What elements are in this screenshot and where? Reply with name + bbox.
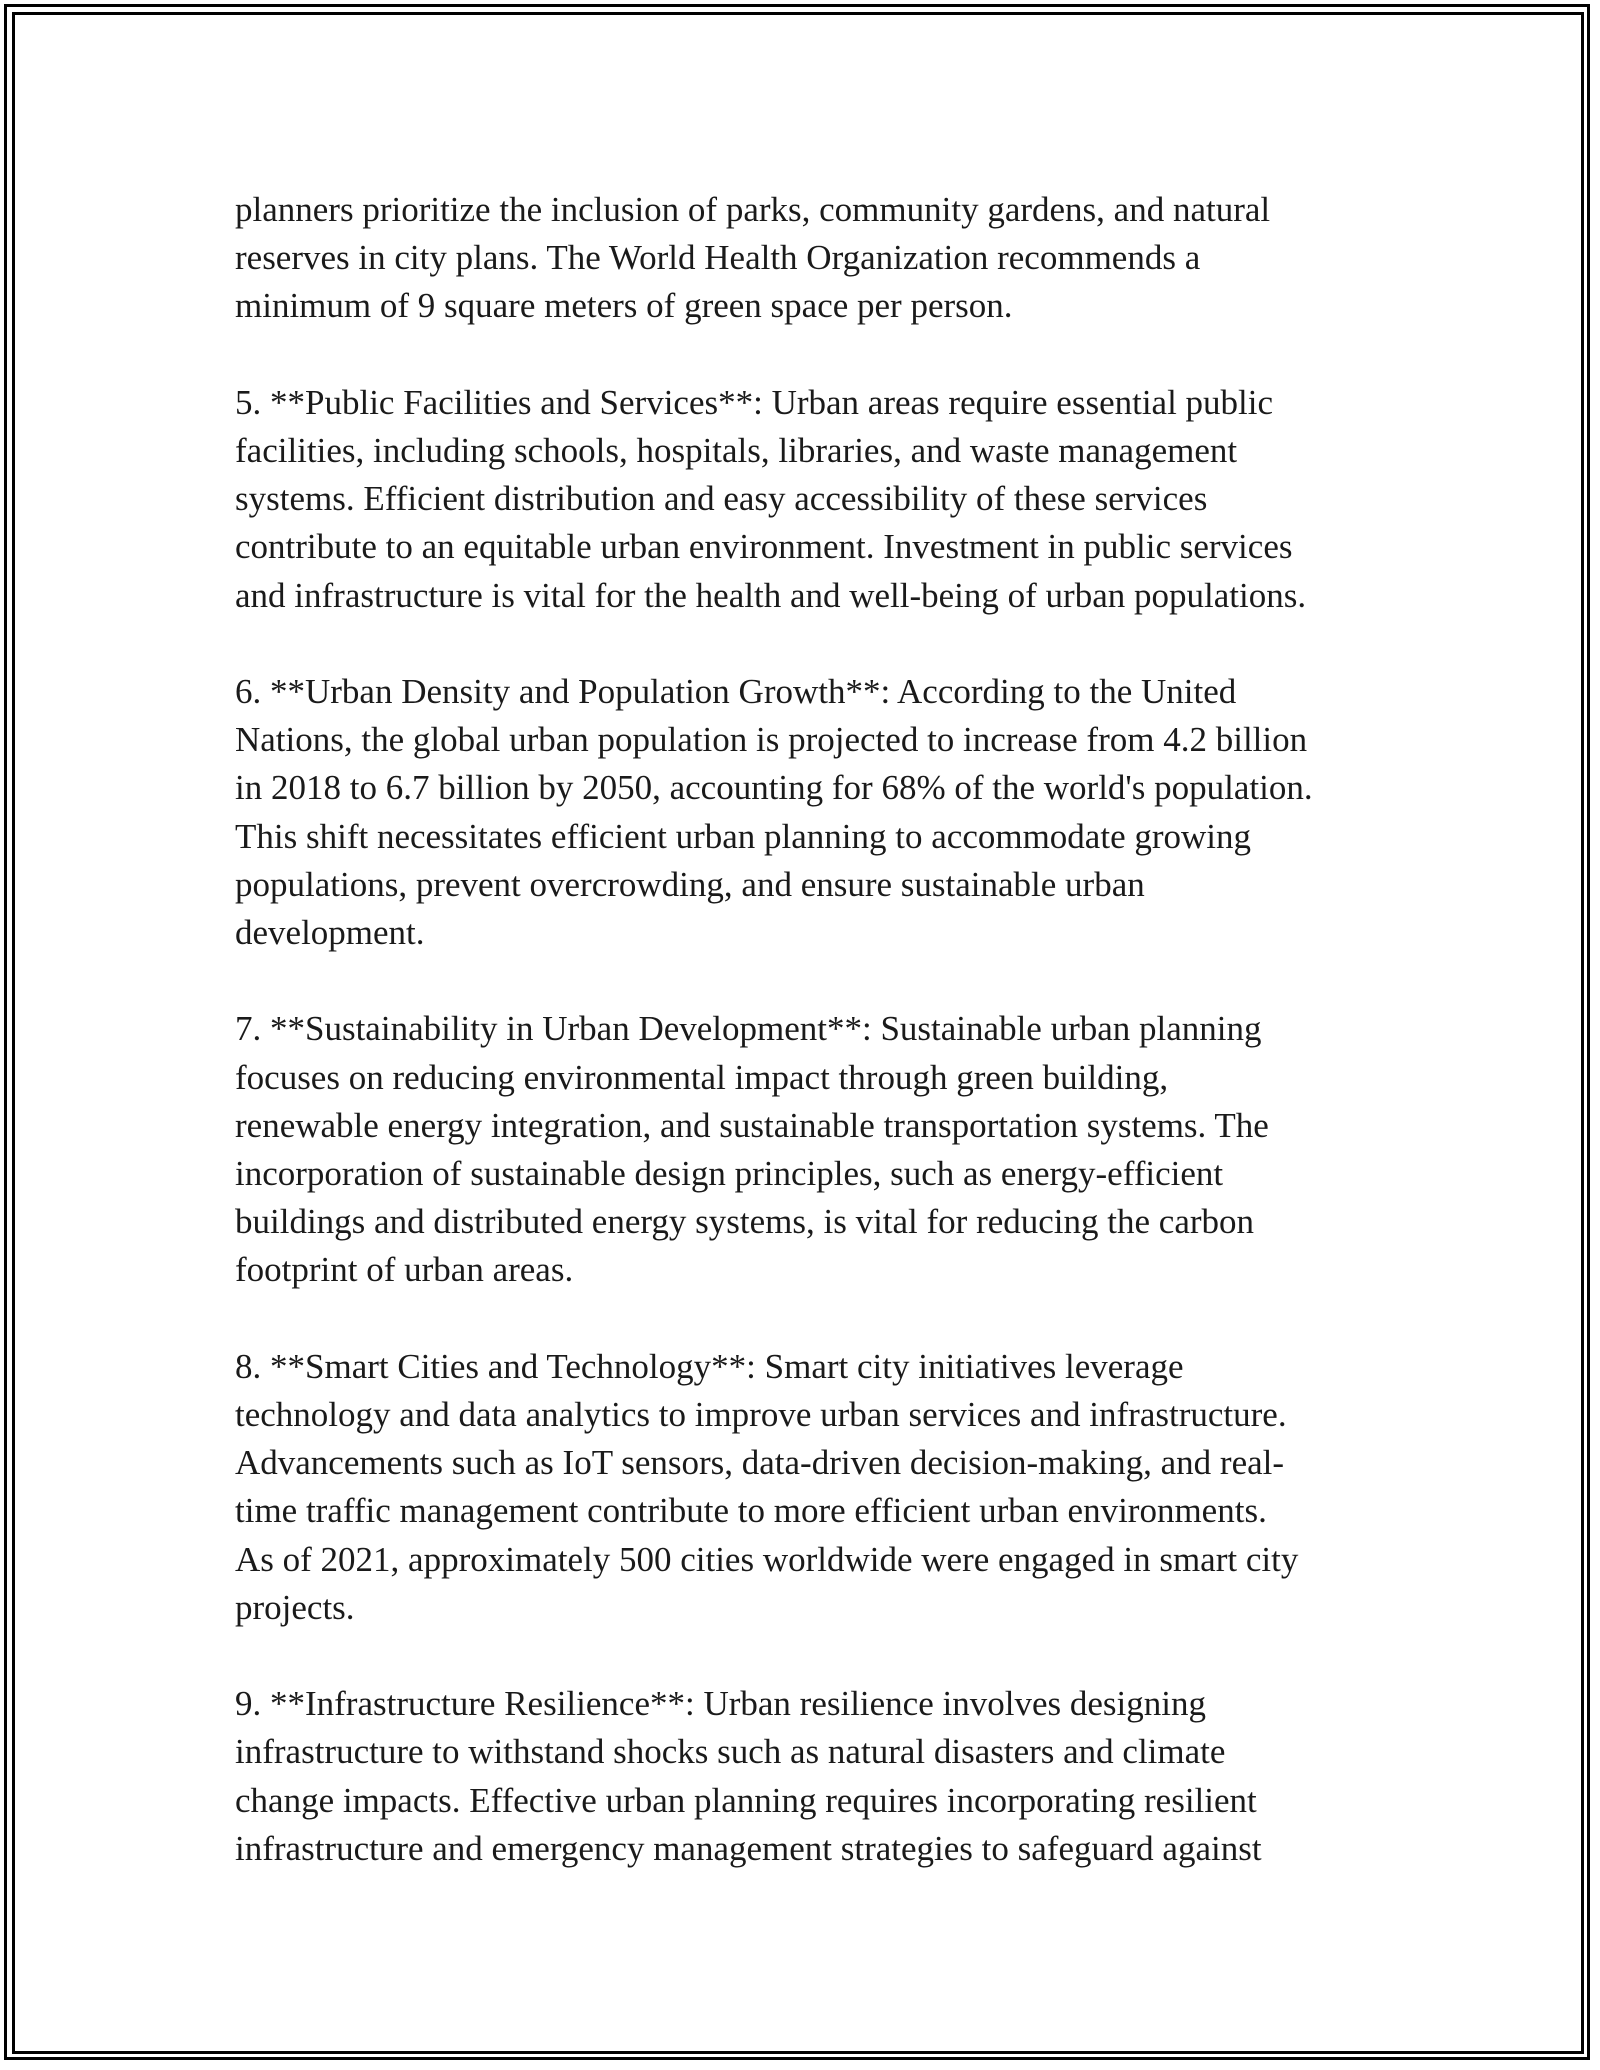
paragraph-infrastructure-resilience: 9. **Infrastructure Resilience**: Urban resilience involves designing infrastructure to withstand shocks such as natural disasters and climate change impacts. Effective urban planning requires incorporating resilient infrastructure and emergency management strategies to safeguard against	[235, 1684, 1262, 1868]
paragraph-public-facilities: 5. **Public Facilities and Services**: Urban areas require essential public facilities, including schools, hospitals, libraries, and waste management systems. Efficient distribution and easy accessibility of these services contribute to an equitable urban environment. Investment in public services and infrastructure is vital for the health and well-being of urban populations.	[235, 382, 1307, 615]
paragraph-green-space: planners prioritize the inclusion of parks, community gardens, and natural reserves in city plans. The World Health Organization recommends a minimum of 9 square meters of green space per person.	[235, 190, 1271, 326]
paragraph-sustainability: 7. **Sustainability in Urban Development**: Sustainable urban planning focuses on reducing environmental impact through green building, renewable energy integration, and sustainable transportation systems. The incorporation of sustainable design principles, such as energy-efficient buildings and distributed energy systems, is vital for reducing the carbon footprint of urban areas.	[235, 1009, 1269, 1290]
document-body	[235, 186, 1375, 1921]
paragraph-urban-density: 6. **Urban Density and Population Growth**: According to the United Nations, the global urban population is projected to increase from 4.2 billion in 2018 to 6.7 billion by 2050, accounting for 68% of the world's population. This shift necessitates efficient urban planning to accommodate growing populations, prevent overcrowding, and ensure sustainable urban development.	[235, 672, 1313, 953]
paragraph-smart-cities: 8. **Smart Cities and Technology**: Smart city initiatives leverage technology and data analytics to improve urban services and infrastructure. Advancements such as IoT sensors, data-driven decision-making, and real- time traffic management contribute to more efficient urban environments. As of 2021, approximately 500 cities worldwide were engaged in smart city projects.	[235, 1346, 1299, 1627]
